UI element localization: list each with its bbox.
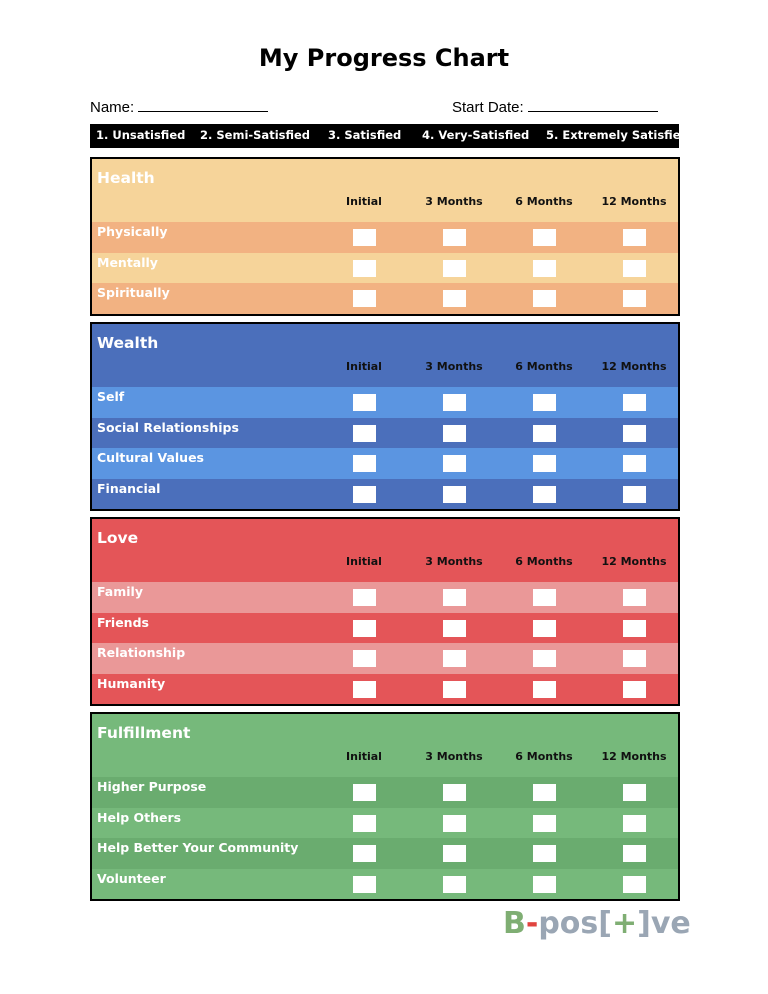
row-label: Financial (97, 480, 161, 496)
start-date-line[interactable] (528, 97, 658, 112)
row-label: Cultural Values (97, 450, 204, 466)
rating-box[interactable] (533, 486, 556, 503)
table-row (92, 253, 678, 284)
rating-box[interactable] (353, 620, 376, 637)
row-label: Family (97, 584, 143, 599)
rating-box[interactable] (353, 589, 376, 606)
column-header: 3 Months (425, 360, 483, 373)
row-label: Volunteer (97, 870, 166, 886)
rating-box[interactable] (623, 845, 646, 862)
rating-box[interactable] (443, 290, 466, 307)
table-row (92, 674, 678, 705)
rating-box[interactable] (443, 784, 466, 801)
rating-box[interactable] (623, 876, 646, 893)
name-field[interactable] (90, 97, 268, 116)
row-label: Help Others (97, 809, 182, 825)
name-label: Name: (90, 99, 135, 116)
rating-box[interactable] (353, 681, 376, 698)
rating-box[interactable] (623, 260, 646, 277)
section-header (92, 159, 678, 222)
section-title: Wealth (97, 334, 159, 352)
rating-box[interactable] (533, 425, 556, 442)
column-header: Initial (346, 360, 382, 373)
rating-box[interactable] (623, 394, 646, 411)
rating-box[interactable] (533, 260, 556, 277)
satisfaction-scale (90, 124, 689, 148)
section-wealth (90, 322, 680, 511)
row-label: Physically (97, 224, 168, 239)
row-label: Help Better Your Community (97, 840, 299, 856)
rating-box[interactable] (443, 394, 466, 411)
rating-box[interactable] (533, 589, 556, 606)
rating-box[interactable] (353, 815, 376, 832)
rating-box[interactable] (353, 486, 376, 503)
table-row (92, 387, 678, 418)
table-row (92, 418, 678, 449)
name-line[interactable] (138, 97, 268, 112)
rating-box[interactable] (443, 589, 466, 606)
table-row (92, 838, 678, 869)
section-header (92, 324, 678, 387)
row-label: Social Relationships (97, 419, 239, 435)
rating-box[interactable] (353, 650, 376, 667)
rating-box[interactable] (533, 290, 556, 307)
column-header: 12 Months (601, 195, 667, 208)
section-header (92, 519, 678, 582)
logo-dash: - (525, 906, 539, 941)
rating-box[interactable] (623, 650, 646, 667)
section-title: Love (97, 529, 139, 547)
rating-box[interactable] (623, 229, 646, 246)
rating-box[interactable] (623, 784, 646, 801)
rating-box[interactable] (353, 784, 376, 801)
table-row (92, 582, 678, 613)
row-label: Spiritually (97, 285, 170, 301)
section-health (90, 157, 680, 316)
column-header: 6 Months (515, 555, 573, 568)
rating-box[interactable] (443, 486, 466, 503)
rating-box[interactable] (443, 455, 466, 472)
table-row (92, 808, 678, 839)
rating-box[interactable] (353, 394, 376, 411)
rating-box[interactable] (623, 681, 646, 698)
row-label: Mentally (97, 254, 158, 270)
page-title: My Progress Chart (258, 44, 510, 72)
rating-box[interactable] (443, 845, 466, 862)
table-row (92, 613, 678, 644)
rating-box[interactable] (533, 455, 556, 472)
row-label: Friends (97, 614, 149, 630)
rating-box[interactable] (353, 425, 376, 442)
logo-plus: + (612, 906, 638, 941)
rating-box[interactable] (443, 650, 466, 667)
rating-box[interactable] (353, 876, 376, 893)
rating-box[interactable] (533, 815, 556, 832)
start-date-label: Start Date: (452, 99, 524, 116)
section-header (92, 714, 678, 777)
scale-item: 1. Unsatisfied (96, 128, 186, 142)
section-title: Health (97, 169, 155, 187)
rating-box[interactable] (443, 815, 466, 832)
table-row (92, 448, 678, 479)
rating-box[interactable] (533, 394, 556, 411)
logo-ve: ve (650, 906, 691, 941)
rating-box[interactable] (623, 486, 646, 503)
table-row (92, 777, 678, 808)
column-header: 3 Months (425, 195, 483, 208)
rating-box[interactable] (623, 290, 646, 307)
row-label: Self (97, 389, 125, 404)
table-row (92, 283, 678, 314)
start-date-field[interactable] (452, 97, 658, 116)
column-header: Initial (346, 195, 382, 208)
scale-item: 3. Satisfied (328, 128, 402, 142)
column-header: 12 Months (601, 555, 667, 568)
rating-box[interactable] (533, 784, 556, 801)
row-label: Relationship (97, 645, 186, 661)
rating-box[interactable] (623, 425, 646, 442)
section-love (90, 517, 680, 706)
rating-box[interactable] (443, 425, 466, 442)
rating-box[interactable] (533, 845, 556, 862)
column-header: Initial (346, 555, 382, 568)
table-row (92, 479, 678, 510)
rating-box[interactable] (533, 620, 556, 637)
column-header: 6 Months (515, 750, 573, 763)
column-header: Initial (346, 750, 382, 763)
rating-box[interactable] (533, 229, 556, 246)
row-label: Humanity (97, 675, 166, 691)
scale-item: 4. Very-Satisfied (422, 128, 530, 142)
rating-box[interactable] (623, 589, 646, 606)
logo-left-bracket: [ (598, 906, 612, 941)
logo-b: B (503, 906, 526, 941)
rating-box[interactable] (443, 876, 466, 893)
row-label: Higher Purpose (97, 779, 207, 794)
rating-box[interactable] (353, 455, 376, 472)
rating-box[interactable] (623, 620, 646, 637)
rating-box[interactable] (623, 455, 646, 472)
scale-item: 2. Semi-Satisfied (200, 128, 311, 142)
rating-box[interactable] (353, 229, 376, 246)
column-header: 3 Months (425, 555, 483, 568)
column-header: 6 Months (515, 360, 573, 373)
section-fulfillment (90, 712, 680, 901)
column-header: 12 Months (601, 750, 667, 763)
rating-box[interactable] (443, 620, 466, 637)
rating-box[interactable] (533, 681, 556, 698)
column-header: 3 Months (425, 750, 483, 763)
table-row (92, 643, 678, 674)
scale-item: 5. Extremely Satisfied (546, 128, 689, 142)
rating-box[interactable] (443, 681, 466, 698)
rating-box[interactable] (353, 845, 376, 862)
table-row (92, 222, 678, 253)
column-header: 12 Months (601, 360, 667, 373)
rating-box[interactable] (353, 290, 376, 307)
rating-box[interactable] (353, 260, 376, 277)
section-title: Fulfillment (97, 724, 191, 742)
rating-box[interactable] (443, 260, 466, 277)
rating-box[interactable] (533, 650, 556, 667)
column-header: 6 Months (515, 195, 573, 208)
b-positive-logo (503, 906, 691, 941)
rating-box[interactable] (533, 876, 556, 893)
logo-pos: pos (538, 906, 599, 941)
table-row (92, 869, 678, 900)
logo-right-bracket: ] (637, 906, 651, 941)
rating-box[interactable] (443, 229, 466, 246)
rating-box[interactable] (623, 815, 646, 832)
